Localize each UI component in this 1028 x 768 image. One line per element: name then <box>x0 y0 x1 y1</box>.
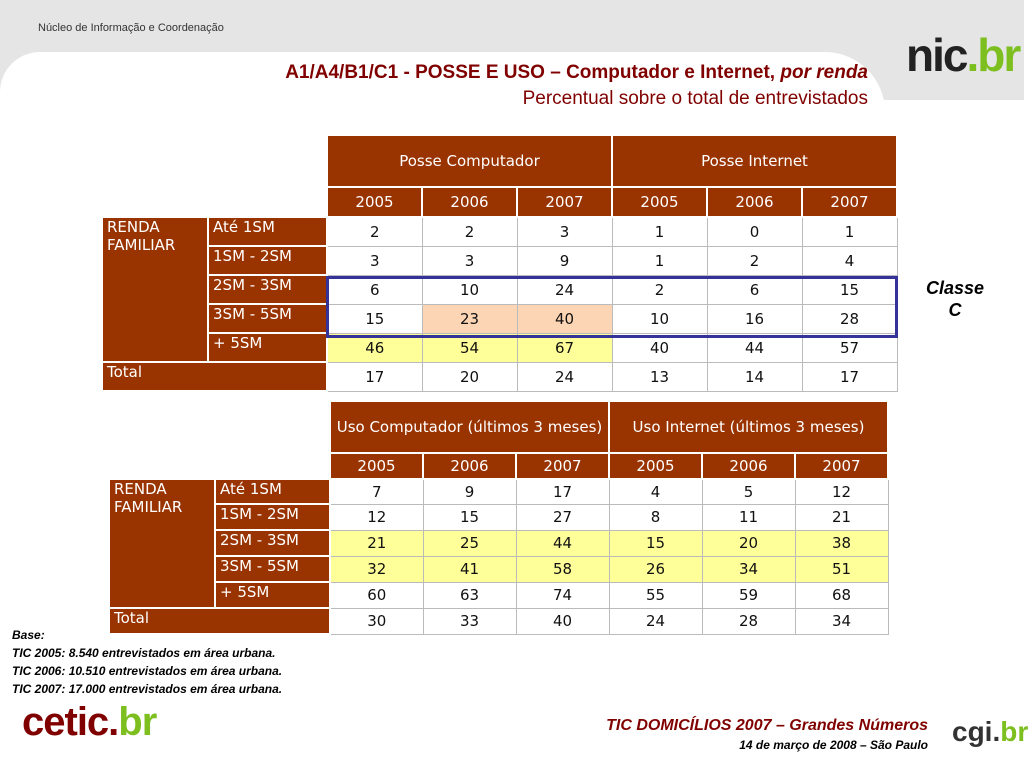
table-cell-highlight: 54 <box>422 333 517 362</box>
total-cell: 34 <box>795 608 888 634</box>
table-cell-highlight: 20 <box>702 530 795 556</box>
table-cell: 6 <box>707 275 802 304</box>
nic-br-logo: nic.br <box>906 29 1020 81</box>
row-label: Até 1SM <box>215 479 330 504</box>
table-cell-highlight: 21 <box>330 530 423 556</box>
header-posse-computador: Posse Computador <box>327 135 612 187</box>
row-label: 3SM - 5SM <box>208 304 327 333</box>
table-cell: 12 <box>330 504 423 530</box>
table-cell: 15 <box>802 275 897 304</box>
header-posse-internet: Posse Internet <box>612 135 897 187</box>
row-label: 1SM - 2SM <box>215 504 330 530</box>
row-label: + 5SM <box>208 333 327 362</box>
year-header: 2005 <box>330 453 423 479</box>
classe-c-highlight-box <box>326 276 898 338</box>
table-cell-highlight: 23 <box>422 304 517 333</box>
table-cell: 57 <box>802 333 897 362</box>
year-header: 2005 <box>612 187 707 217</box>
table-cell-highlight: 40 <box>517 304 612 333</box>
table-cell: 7 <box>330 479 423 504</box>
year-header: 2005 <box>327 187 422 217</box>
year-header: 2006 <box>423 453 516 479</box>
table-cell: 1 <box>802 217 897 246</box>
table-cell: 15 <box>327 304 422 333</box>
table-cell: 11 <box>702 504 795 530</box>
table-cell: 1 <box>612 246 707 275</box>
table-cell: 12 <box>795 479 888 504</box>
table-cell: 55 <box>609 582 702 608</box>
base-title: Base: <box>12 628 45 642</box>
row-label: 3SM - 5SM <box>215 556 330 582</box>
total-label: Total <box>109 608 330 634</box>
table-cell-highlight: 26 <box>609 556 702 582</box>
table-cell: 16 <box>707 304 802 333</box>
total-cell: 20 <box>422 362 517 391</box>
total-cell: 33 <box>423 608 516 634</box>
table-cell: 4 <box>609 479 702 504</box>
table-cell: 9 <box>517 246 612 275</box>
corner-blank <box>102 135 327 187</box>
table-cell: 24 <box>517 275 612 304</box>
table-cell-highlight: 41 <box>423 556 516 582</box>
table-cell: 17 <box>516 479 609 504</box>
total-cell: 28 <box>702 608 795 634</box>
footer-title: TIC DOMICÍLIOS 2007 – Grandes Números <box>606 717 928 734</box>
table-cell: 15 <box>423 504 516 530</box>
table-cell-highlight: 67 <box>517 333 612 362</box>
table-cell: 4 <box>802 246 897 275</box>
org-name: Núcleo de Informação e Coordenação <box>38 22 224 34</box>
table-cell: 8 <box>609 504 702 530</box>
year-header: 2005 <box>609 453 702 479</box>
table-cell: 2 <box>707 246 802 275</box>
table-cell: 3 <box>422 246 517 275</box>
table-cell: 40 <box>612 333 707 362</box>
base-line: TIC 2007: 17.000 entrevistados em área urbana. <box>12 682 283 696</box>
base-note <box>12 626 282 698</box>
table-cell: 1 <box>612 217 707 246</box>
table-cell: 28 <box>802 304 897 333</box>
year-header: 2006 <box>707 187 802 217</box>
table-cell-highlight: 38 <box>795 530 888 556</box>
slide-title: A1/A4/B1/C1 - POSSE E USO – Computador e Internet, por renda <box>285 62 868 83</box>
posse-table <box>101 134 898 392</box>
row-group-label: RENDA FAMILIAR <box>102 217 208 362</box>
year-header: 2006 <box>702 453 795 479</box>
table-cell: 27 <box>516 504 609 530</box>
total-cell: 17 <box>327 362 422 391</box>
cgi-br-logo: cgi.br <box>952 716 1028 747</box>
table-cell-highlight: 15 <box>609 530 702 556</box>
table-cell: 2 <box>422 217 517 246</box>
header-uso-computador: Uso Computador (últimos 3 meses) <box>330 401 609 453</box>
uso-table <box>108 400 889 635</box>
table-cell-highlight: 46 <box>327 333 422 362</box>
table-cell: 5 <box>702 479 795 504</box>
table-cell: 3 <box>327 246 422 275</box>
year-header: 2007 <box>517 187 612 217</box>
table-cell-highlight: 34 <box>702 556 795 582</box>
row-label: 2SM - 3SM <box>208 275 327 304</box>
table-cell: 21 <box>795 504 888 530</box>
classe-c-label: Classe C <box>925 278 985 320</box>
total-cell: 17 <box>802 362 897 391</box>
cetic-br-logo: cetic.br <box>22 700 157 744</box>
row-label: 2SM - 3SM <box>215 530 330 556</box>
row-label: Até 1SM <box>208 217 327 246</box>
table-cell: 3 <box>517 217 612 246</box>
table-cell-highlight: 25 <box>423 530 516 556</box>
table-cell: 44 <box>707 333 802 362</box>
total-cell: 24 <box>517 362 612 391</box>
total-cell: 40 <box>516 608 609 634</box>
base-line: TIC 2005: 8.540 entrevistados em área urbana. <box>12 646 276 660</box>
table-cell: 10 <box>422 275 517 304</box>
table-cell-highlight: 32 <box>330 556 423 582</box>
year-header: 2007 <box>516 453 609 479</box>
corner-blank <box>102 187 327 217</box>
base-line: TIC 2006: 10.510 entrevistados em área urbana. <box>12 664 283 678</box>
row-group-label: RENDA FAMILIAR <box>109 479 215 608</box>
footer-date: 14 de março de 2008 – São Paulo <box>739 738 928 752</box>
table-cell: 60 <box>330 582 423 608</box>
table-cell-highlight: 51 <box>795 556 888 582</box>
table-cell: 63 <box>423 582 516 608</box>
year-header: 2007 <box>795 453 888 479</box>
table-cell: 0 <box>707 217 802 246</box>
year-header: 2007 <box>802 187 897 217</box>
total-cell: 30 <box>330 608 423 634</box>
table-cell: 2 <box>612 275 707 304</box>
table-cell: 6 <box>327 275 422 304</box>
header-uso-internet: Uso Internet (últimos 3 meses) <box>609 401 888 453</box>
total-cell: 24 <box>609 608 702 634</box>
table-cell-highlight: 58 <box>516 556 609 582</box>
row-label: + 5SM <box>215 582 330 608</box>
table-cell: 59 <box>702 582 795 608</box>
slide-subtitle: Percentual sobre o total de entrevistados <box>522 88 868 109</box>
table-cell: 10 <box>612 304 707 333</box>
table-cell: 2 <box>327 217 422 246</box>
table-cell: 74 <box>516 582 609 608</box>
corner-blank <box>109 401 330 453</box>
corner-blank <box>109 453 330 479</box>
table-cell-highlight: 44 <box>516 530 609 556</box>
total-cell: 13 <box>612 362 707 391</box>
total-cell: 14 <box>707 362 802 391</box>
year-header: 2006 <box>422 187 517 217</box>
row-label: 1SM - 2SM <box>208 246 327 275</box>
total-label: Total <box>102 362 327 391</box>
table-cell: 68 <box>795 582 888 608</box>
table-cell: 9 <box>423 479 516 504</box>
